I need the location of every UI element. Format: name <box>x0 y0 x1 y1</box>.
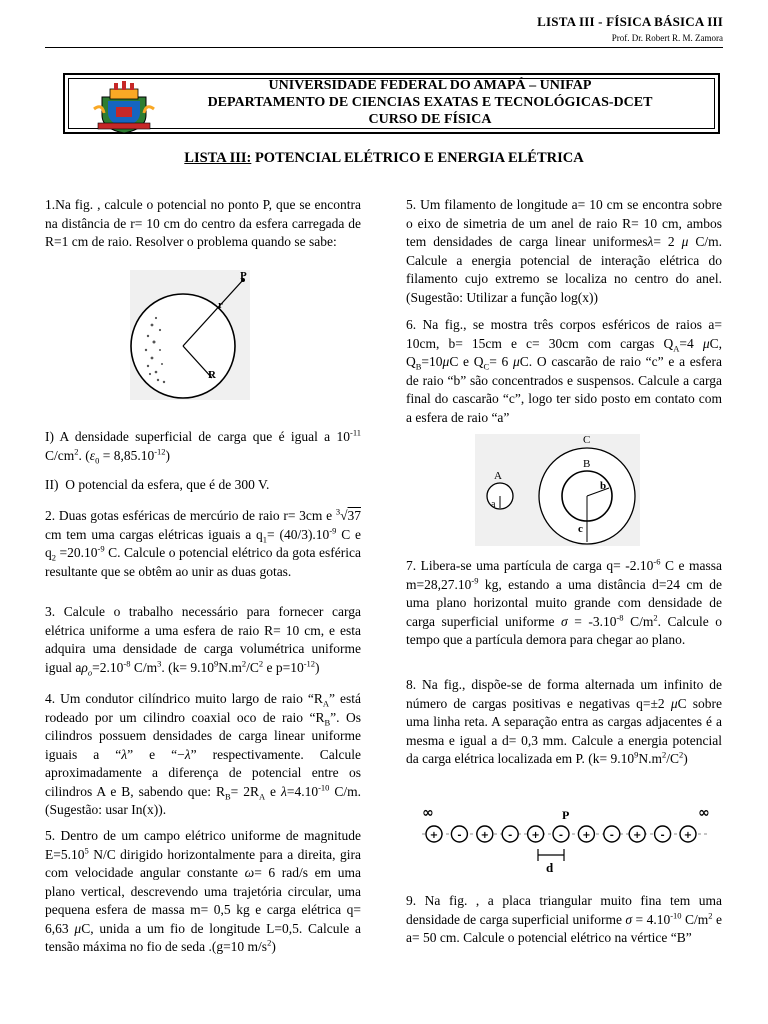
label-b: b <box>600 480 607 492</box>
problem-1-item-2: II) O potencial da esfera, que é de 300 V. <box>45 477 270 492</box>
svg-text:+: + <box>633 830 642 841</box>
charge-positive <box>426 826 442 842</box>
charge-negative <box>451 826 467 842</box>
title-text: POTENCIAL ELÉTRICO E ENERGIA ELÉTRICA <box>251 150 584 166</box>
figure-spheres <box>475 434 640 546</box>
charge-positive <box>680 826 696 842</box>
svg-text:+: + <box>582 830 591 841</box>
problem-8: 8. Na fig., dispõe-se de forma alternada um infinito de número de cargas positivas e negativas q=±2 μC sobre uma linha reta. A separação entra as cargas adjacentes é a mesma e igual a d= 0,3 mm. Calcule a energia potencial da carga elétrica localizada em P. $(k= 9.10^9N.m^2/C^2)$ <box>406 677 722 766</box>
department-name: DEPARTAMENTO DE CIENCIAS EXATAS E TECNOLÓGICAS-DCET <box>207 95 653 110</box>
problem-1: 1.Na fig. , calcule o potencial no ponto P, que se encontra na distância de r= 10 cm do centro da esfera carregada de R=1 cm de raio. Resolver o problema quando se sabe: <box>45 197 361 249</box>
charge-negative <box>655 826 671 842</box>
charge-negative <box>553 826 569 842</box>
problem-5: 5. Dentro de um campo elétrico uniforme de magnitude $E=5.10^5$ N/C dirigido horizontalmente para a direita, gira com velocidade angular constante ω= 6 rad/s em uma plano vertical, descrevendo uma trajetória circular, uma pequena esfera de massa m= 0,5 kg e carga elétrica q= 6,63 μC, unida a um fio de longitude L=0,5. Calcule a tensão máxima no fio de seda .(g=10 $m/s^2$) <box>45 828 361 954</box>
problem-3: 3. Calcule o trabalho necessário para fornecer carga elétrica uniforme a uma esfera de raio R= 10 cm, e esta adquira uma densidade de carga volumétrica uniforme igual $a\rho_o=2.10^{-8}$ $C/m^3$. ($k= 9.10^9N.m^2/C^2$ e $p=10^{-12}$) <box>45 604 361 678</box>
charge-positive <box>477 826 493 842</box>
page-title <box>0 150 768 167</box>
charge-positive <box>578 826 594 842</box>
label-R: R <box>208 369 216 381</box>
label-C: C <box>583 434 591 446</box>
label-a: a <box>491 499 496 510</box>
charge-negative <box>502 826 518 842</box>
label-P: P <box>562 808 570 822</box>
svg-text:-: - <box>508 830 513 841</box>
problem-7: 7. Libera-se uma partícula de carga $q= -2.10^{-6}$ C e massa $m=28,27.10^{-9}$ kg, estando a uma distância d=24 cm de uma plano horizontal muito grande com densidade de carga superficial uniforme $\sigma = -3.10^{-8}$ $C/m^2$. Calcule o tempo que a partícula demora para chegar ao plano. <box>406 556 722 647</box>
problem-9: 9. Na fig. , a placa triangular muito fina tem uma densidade de carga superficial uniforme $\sigma = 4.10^{-10}$ $C/m^2$ e a= 50 cm. Calcule o potencial elétrico na vértice “B” <box>406 893 722 945</box>
svg-text:-: - <box>660 830 665 841</box>
list-label: LISTA III - FÍSICA BÁSICA III <box>537 14 723 29</box>
title-prefix: LISTA III: <box>184 150 252 166</box>
university-name: UNIVERSIDADE FEDERAL DO AMAPÁ – UNIFAP <box>268 78 592 93</box>
charge-negative <box>604 826 620 842</box>
problem-6: 6. Na fig., se mostra três corpos esféricos de raios a= 10cm, b= 15cm e c= 30cm com cargas $Q_A=4$ μC, $Q_B=10\mu C$ e $Q_C= 6$ μC. O cascarão de raio “c” e a esfera de raio “b” são concentrados e suspensos. Calcule a carga final do cascarão “c”, logo ter sido posto em contato com a esfera de raio “a” <box>406 317 722 425</box>
label-p: P <box>240 270 247 282</box>
label-r: r <box>218 299 223 311</box>
problem-5b: 5. Um filamento de longitude a= 10 cm se encontra sobre o eixo de simetria de um anel de raio R= 10 cm, ambos tem densidades de carga linear uniformesλ= 2 μ C/m. Calcule a energia potencial de interação elétrica do filamento cujo extremo se localiza no centro do anel. (Sugestão: Utilizar a função log(x)) <box>406 197 722 305</box>
figure-charge-line <box>418 797 718 875</box>
infinity-right-icon: ∞ <box>698 805 710 821</box>
svg-text:-: - <box>609 830 614 841</box>
svg-text:-: - <box>558 830 564 841</box>
svg-text:+: + <box>480 830 489 841</box>
figure-sphere <box>130 270 250 400</box>
label-A: A <box>494 470 502 482</box>
professor-name: Prof. Dr. Robert R. M. Zamora <box>611 33 723 43</box>
problem-4: 4. Um condutor cilíndrico muito largo de raio “$R_A$” está rodeado por um cilindro coaxial oco de raio “$R_B$”. Os cilindros possuem densidades de carga linear uniforme iguais a “λ” e “−λ” respectivamente. Calcule aproximadamente a diferença de potencial entre os cilindros A e B, sabendo que: $R_B= 2R_A$ e $\lambda=4.10^{-10}$ C/m. (Sugestão: usar In(x)). <box>45 691 362 817</box>
infinity-left-icon: ∞ <box>422 805 434 821</box>
svg-text:+: + <box>683 830 693 841</box>
charge-positive <box>528 826 544 842</box>
problem-1-item-1: I) A densidade superficial de carga que é igual a $10^{-11}$ $C/cm^2$. $(\varepsilon_0 = 8,85.10^{-12})$ <box>45 427 361 466</box>
label-d: d <box>546 860 554 875</box>
svg-text:+: + <box>531 830 540 841</box>
svg-text:-: - <box>457 830 462 841</box>
banner-text <box>170 77 690 128</box>
label-c: c <box>578 523 583 535</box>
university-crest-icon <box>92 79 156 135</box>
charge-positive <box>629 826 645 842</box>
label-B: B <box>583 458 591 470</box>
course-name: CURSO DE FÍSICA <box>368 112 492 127</box>
svg-text:+: + <box>429 830 439 841</box>
problem-2: 2. Duas gotas esféricas de mercúrio de raio r= 3cm e $^3$√37 cm tem uma cargas elétricas iguais a $q_1= (40/3).10^{-9}$ C e $q_2 =20.10^{-9}$ C. Calcule o potencial elétrico da gota esférica resultante que se obtêm ao unir as duas gotas. <box>45 506 362 579</box>
header-rule <box>45 47 723 48</box>
page-header <box>537 14 723 43</box>
